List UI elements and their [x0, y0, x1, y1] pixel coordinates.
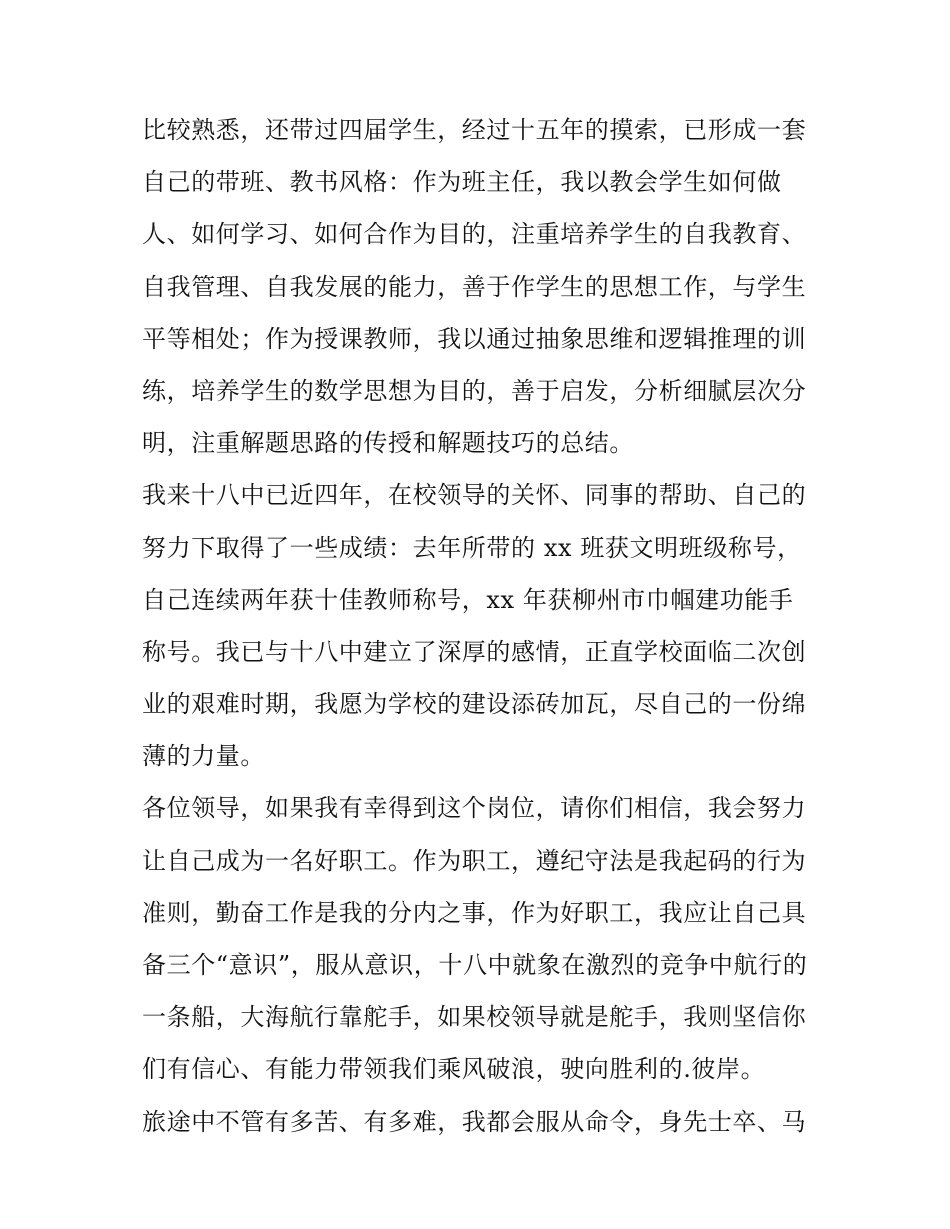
text-line: 让自己成为一名好职工。作为职工，遵纪守法是我起码的行为 [142, 846, 807, 875]
text-line: 平等相处；作为授课教师，我以通过抽象思维和逻辑推理的训 [142, 324, 807, 353]
text-line: 练，培养学生的数学思想为目的，善于启发，分析细腻层次分 [142, 376, 807, 405]
text-line: 努力下取得了一些成绩：去年所带的 xx 班获文明班级称号， [142, 533, 802, 562]
text-line: 明，注重解题思路的传授和解题技巧的总结。 [142, 429, 634, 458]
text-line: 称号。我已与十八中建立了深厚的感情，正直学校面临二次创 [142, 637, 807, 666]
text-line: 自我管理、自我发展的能力，善于作学生的思想工作，与学生 [142, 272, 807, 301]
text-line: 我来十八中已近四年，在校领导的关怀、同事的帮助、自己的 [142, 481, 807, 510]
document-body [142, 104, 814, 1148]
text-line: 一条船，大海航行靠舵手，如果校领导就是舵手，我则坚信你 [142, 1003, 807, 1032]
text-line: 自己的带班、教书风格：作为班主任，我以教会学生如何做 [142, 168, 782, 197]
text-line: 自己连续两年获十佳教师称号，xx 年获柳州市巾帼建功能手 [142, 585, 794, 614]
text-line: 准则，勤奋工作是我的分内之事，作为好职工，我应让自己具 [142, 898, 807, 927]
text-line: 业的艰难时期，我愿为学校的建设添砖加瓦，尽自己的一份绵 [142, 690, 807, 719]
text-line: 备三个“意识”，服从意识，十八中就象在激烈的竞争中航行的 [142, 951, 808, 979]
text-line: 薄的力量。 [142, 742, 265, 771]
text-line: 旅途中不管有多苦、有多难，我都会服从命令，身先士卒、马 [142, 1107, 807, 1136]
text-line: 们有信心、有能力带领我们乘风破浪，驶向胜利的.彼岸。 [142, 1055, 766, 1084]
text-line: 比较熟悉，还带过四届学生，经过十五年的摸索，已形成一套 [142, 116, 807, 144]
text-line: 人、如何学习、如何合作为目的，注重培养学生的自我教育、 [142, 220, 807, 249]
text-line: 各位领导，如果我有幸得到这个岗位，请你们相信，我会努力 [142, 794, 807, 823]
